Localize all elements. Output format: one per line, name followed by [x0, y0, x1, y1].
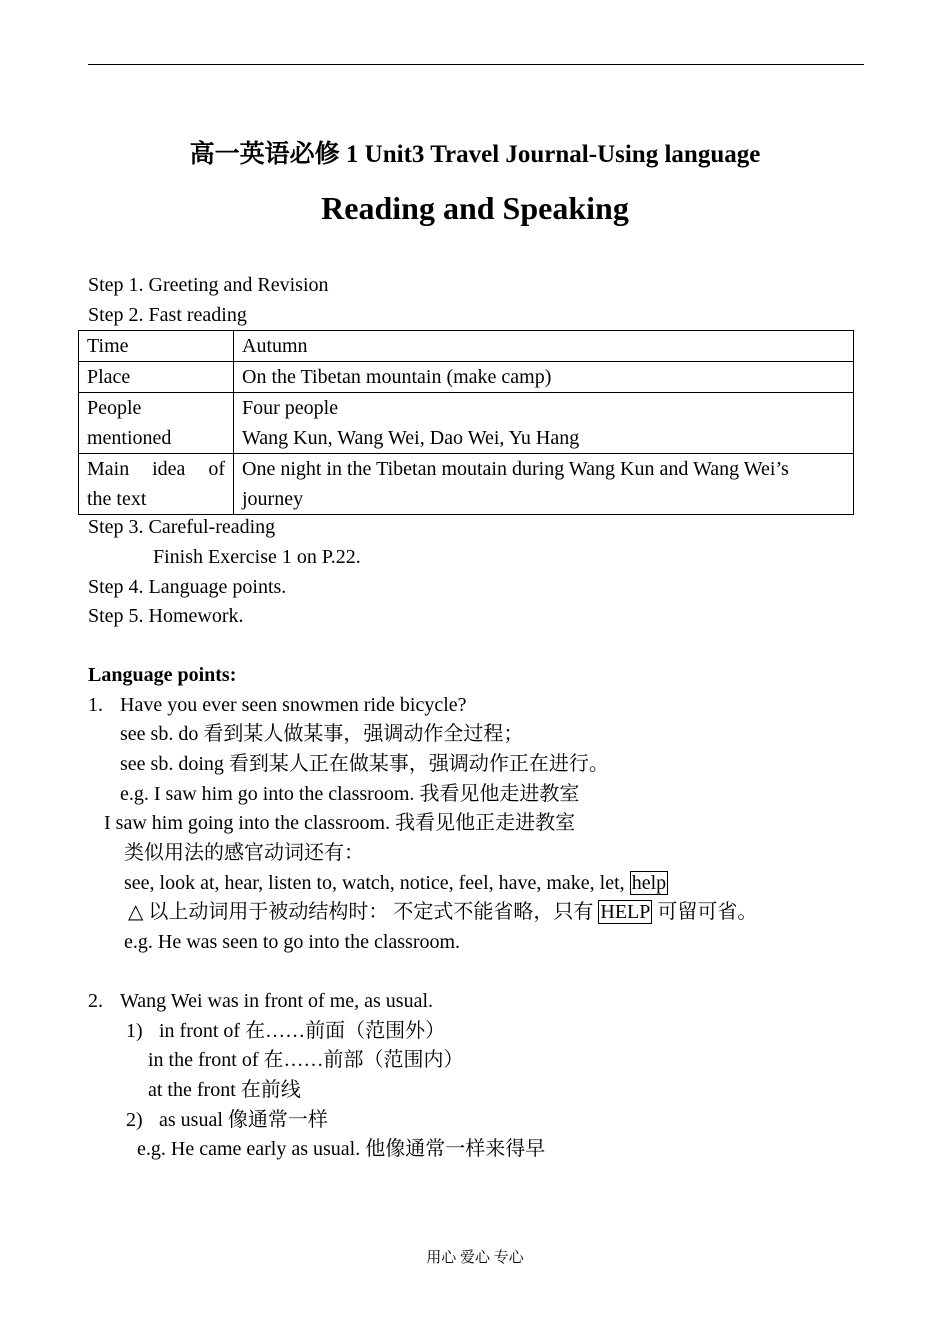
step-4: Step 4. Language points.	[88, 576, 287, 598]
subpoint-1-line: at the front 在前线	[148, 1079, 301, 1101]
table-value-cell	[234, 393, 854, 454]
table-key-cell: Time	[79, 331, 234, 362]
table-key-cell	[79, 393, 234, 454]
point-1-example: e.g. I saw him go into the classroom. 我看见他走进教室	[120, 783, 580, 805]
step-1: Step 1. Greeting and Revision	[88, 274, 329, 296]
table-key-cell	[79, 454, 234, 515]
subpoint-1-line: in the front of 在……前部（范围内）	[148, 1049, 464, 1071]
table-value-line: journey	[242, 488, 304, 510]
subpoint-1-line: in front of 在……前面（范围外）	[159, 1020, 446, 1042]
table-row	[79, 331, 854, 362]
point-2-number: 2.	[88, 990, 103, 1012]
table-row	[79, 393, 854, 454]
verb-list	[124, 868, 668, 898]
point-1-example: I saw him going into the classroom. 我看见他正走进教室	[104, 812, 576, 834]
table-key-cell: Place	[79, 362, 234, 393]
passive-note-text: △ 以上动词用于被动结构时： 不定式不能省略，只有	[128, 901, 599, 923]
point-1-line: see sb. doing 看到某人正在做某事，强调动作正在进行。	[120, 753, 609, 775]
subpoint-2-number: 2)	[126, 1109, 143, 1131]
table-key-line: mentioned	[87, 427, 172, 449]
table-value-cell: On the Tibetan mountain (make camp)	[234, 362, 854, 393]
boxed-word-help: help	[631, 872, 667, 894]
point-1-number: 1.	[88, 694, 103, 716]
fast-reading-table	[78, 330, 854, 515]
page-footer: 用心 爱心 专心	[426, 1250, 524, 1266]
point-1-sentence: Have you ever seen snowmen ride bicycle?	[120, 694, 467, 716]
step-3-detail: Finish Exercise 1 on P.22.	[153, 546, 361, 568]
point-2-sentence: Wang Wei was in front of me, as usual.	[120, 990, 434, 1012]
document-subtitle: Reading and Speaking	[321, 190, 629, 226]
document-title: 高一英语必修 1 Unit3 Travel Journal-Using language	[189, 141, 761, 168]
passive-note	[128, 897, 757, 927]
subpoint-2-example: e.g. He came early as usual. 他像通常一样来得早	[137, 1138, 546, 1160]
step-5: Step 5. Homework.	[88, 605, 244, 627]
table-key-line: Main idea of	[87, 458, 225, 480]
table-value-line: Wang Kun, Wang Wei, Dao Wei, Yu Hang	[242, 427, 580, 449]
table-value-line: One night in the Tibetan moutain during Wang Kun and Wang Wei’s	[242, 458, 789, 480]
step-2: Step 2. Fast reading	[88, 304, 247, 326]
point-1-example: e.g. He was seen to go into the classroom.	[124, 931, 461, 953]
table-key-line: People	[87, 397, 142, 419]
table-value-line: Four people	[242, 397, 339, 419]
table-value-cell: Autumn	[234, 331, 854, 362]
boxed-word-help-caps: HELP	[600, 901, 651, 923]
table-value-cell	[234, 454, 854, 515]
subpoint-2-line: as usual 像通常一样	[159, 1109, 328, 1131]
header-rule	[88, 64, 864, 65]
passive-note-end: 可留可省。	[652, 901, 758, 923]
table-key-line: the text	[87, 488, 147, 510]
subpoint-1-number: 1)	[126, 1020, 143, 1042]
table-row	[79, 454, 854, 515]
step-3: Step 3. Careful-reading	[88, 516, 276, 538]
language-points-heading: Language points:	[88, 664, 237, 686]
point-1-line: see sb. do 看到某人做某事，强调动作全过程；	[120, 723, 524, 745]
verb-list-text: see, look at, hear, listen to, watch, notice, feel, have, make, let,	[124, 872, 630, 894]
point-1-line: 类似用法的感官动词还有：	[124, 842, 364, 864]
table-row	[79, 362, 854, 393]
